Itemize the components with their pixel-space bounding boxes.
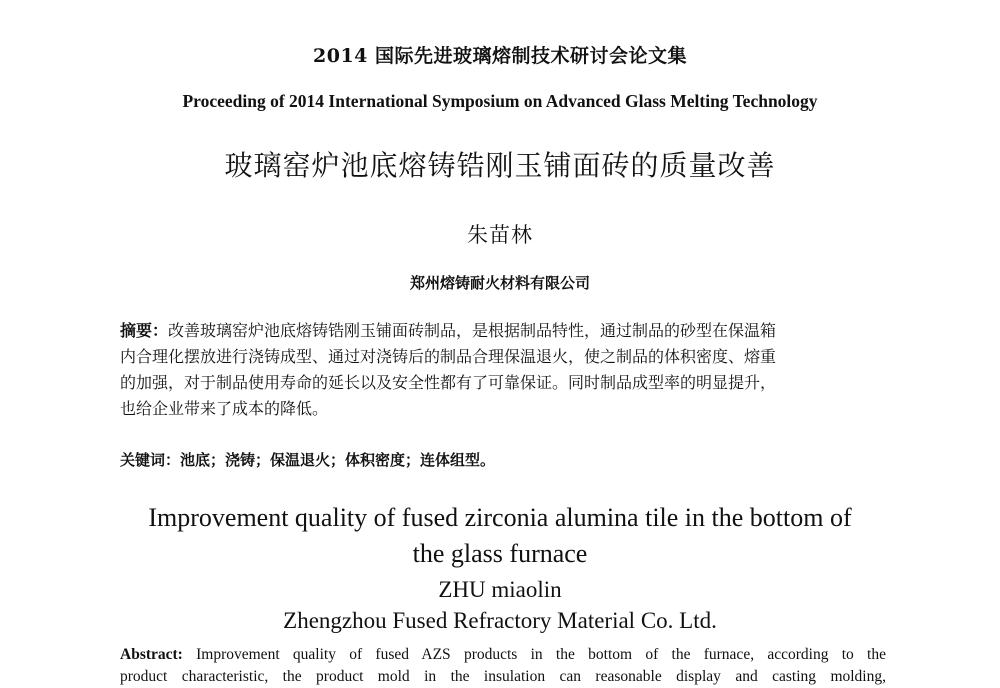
keywords-cn-text: 池底；浇铸；保温退火；体积密度；连体组型。 [180,451,496,469]
proceedings-title-cn: 2014 国际先进玻璃熔制技术研讨会论文集 [313,45,687,67]
proceedings-title-en: Proceeding of 2014 International Symposium on Advanced Glass Melting Technology [182,91,818,111]
affiliation-en: Zhengzhou Fused Refractory Material Co. Ltd. [283,608,717,633]
paper-title-cn: 玻璃窑炉池底熔铸锆刚玉铺面砖的质量改善 [224,149,776,182]
abstract-en-line: product characteristic, the product mold in the insulation can reasonable display and casting molding, [120,668,886,685]
paper-title-en-line: Improvement quality of fused zirconia alumina tile in the bottom of [148,503,852,532]
author-en: ZHU miaolin [438,577,562,602]
paper-title-en-line: the glass furnace [412,539,588,568]
abstract-cn-label: 摘要： [120,321,169,340]
paper-title-en [0,500,1000,572]
author-cn: 朱苗林 [467,223,533,247]
keywords-cn [120,449,495,470]
abstract-cn [120,318,890,422]
abstract-cn-line: 也给企业带来了成本的降低。 [120,399,329,418]
abstract-cn-line: 的加强，对于制品使用寿命的延长以及安全性都有了可靠保证。同时制品成型率的明显提升， [120,373,777,392]
abstract-en-line: Abstract: Improvement quality of fused AZS products in the bottom of the furnace, according to the [120,646,886,663]
affiliation-cn: 郑州熔铸耐火材料有限公司 [409,274,590,292]
abstract-en [120,644,886,688]
keywords-cn-label: 关键词： [120,451,181,469]
abstract-cn-line: 内合理化摆放进行浇铸成型、通过对浇铸后的制品合理保温退火，使之制品的体积密度、熔重 [120,347,777,366]
abstract-cn-line: 摘要：改善玻璃窑炉池底熔铸锆刚玉铺面砖制品，是根据制品特性，通过制品的砂型在保温箱 [120,321,777,340]
abstract-en-label: Abstract: [120,646,183,663]
